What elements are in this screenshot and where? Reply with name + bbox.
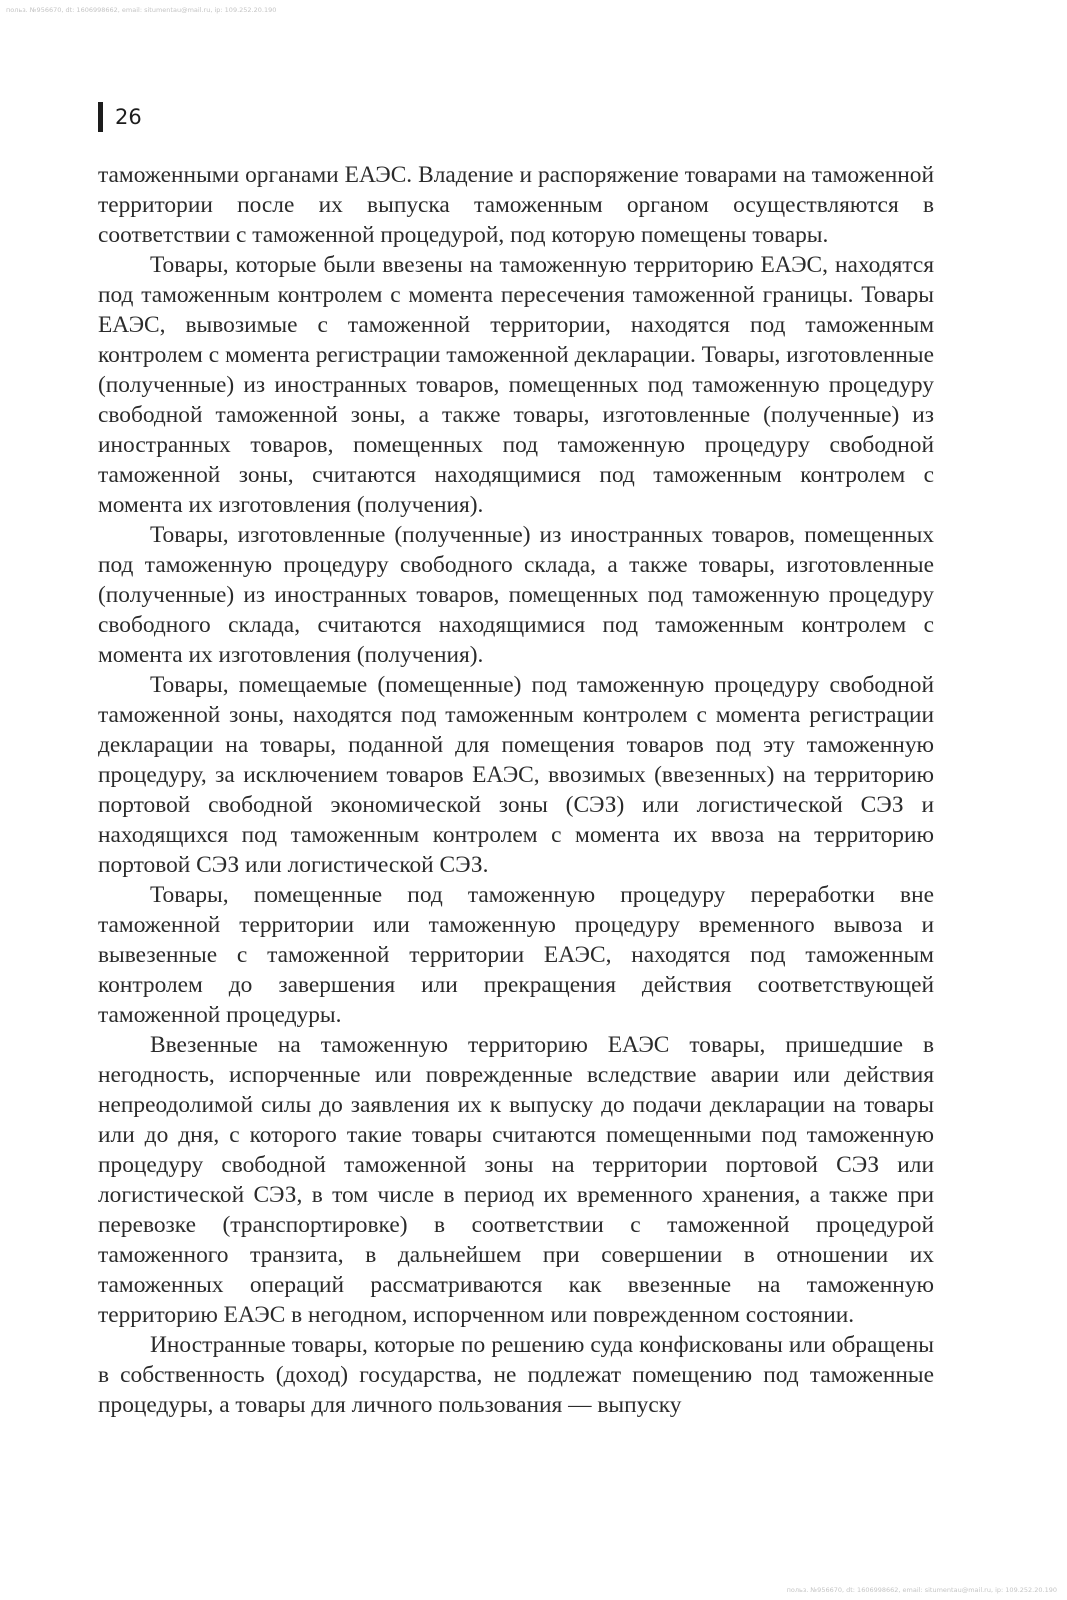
paragraph-continuation: таможенными органами ЕАЭС. Владение и распоряжение товарами на таможенной территории после их выпуска таможенным органом осуществляются в соответствии с таможенной процедурой, под которую помещены товары. bbox=[98, 162, 934, 248]
page-number: 26 bbox=[115, 105, 142, 129]
paragraph: Иностранные товары, которые по решению суда конфискованы или обращены в собственность (доход) государства, не подлежат помещению под таможенные процедуры, а товары для личного пользования — выпуску bbox=[98, 1332, 934, 1418]
watermark-top: польз. №956670, dt: 1606998662, email: situmentau@mail.ru, ip: 109.252.20.190 bbox=[6, 6, 277, 14]
watermark-bottom: польз. №956670, dt: 1606998662, email: situmentau@mail.ru, ip: 109.252.20.190 bbox=[786, 1586, 1057, 1594]
paragraph: Товары, помещаемые (помещенные) под таможенную процедуру свободной таможенной зоны, находятся под таможенным контролем с момента регистрации декларации на товары, поданной для помещения товаров под эту таможенную процедуру, за исключением товаров ЕАЭС, ввозимых (ввезенных) на территорию портовой свободной экономической зоны (СЭЗ) или логистической СЭЗ и находящихся под таможенным контролем с момента их ввоза на территорию портовой СЭЗ или логистической СЭЗ. bbox=[98, 672, 934, 878]
paragraph: Ввезенные на таможенную территорию ЕАЭС товары, пришедшие в негодность, испорченные или поврежденные вследствие аварии или действия непреодолимой силы до заявления их к выпуску до подачи декларации на товары или до дня, с которого такие товары считаются помещенными под таможенную процедуру свободной таможенной зоны на территории портовой СЭЗ или логистической СЭЗ, в том числе в период их временного хранения, а также при перевозке (транспортировке) в соответствии с таможенной процедурой таможенного транзита, в дальнейшем при совершении в отношении их таможенных операций рассматриваются как ввезенные на таможенную территорию ЕАЭС в негодном, испорченном или поврежденном состоянии. bbox=[98, 1032, 934, 1328]
paragraph: Товары, изготовленные (полученные) из иностранных товаров, помещенных под таможенную процедуру свободного склада, а также товары, изготовленные (полученные) из иностранных товаров, помещенных под таможенную процедуру свободного склада, считаются находящимися под таможенным контролем с момента их изготовления (получения). bbox=[98, 522, 934, 668]
page-number-bar bbox=[98, 102, 103, 132]
page-header bbox=[98, 100, 142, 134]
paragraph: Товары, которые были ввезены на таможенную территорию ЕАЭС, находятся под таможенным контролем с момента пересечения таможенной границы. Товары ЕАЭС, вывозимые с таможенной территории, находятся под таможенным контролем с момента регистрации таможенной декларации. Товары, изготовленные (полученные) из иностранных товаров, помещенных под таможенную процедуру свободной таможенной зоны, а также товары, изготовленные (полученные) из иностранных товаров, помещенных под таможенную процедуру свободной таможенной зоны, считаются находящимися под таможенным контролем с момента их изготовления (получения). bbox=[98, 252, 934, 518]
paragraph: Товары, помещенные под таможенную процедуру переработки вне таможенной территории или таможенную процедуру временного вывоза и вывезенные с таможенной территории ЕАЭС, находятся под таможенным контролем до завершения или прекращения действия соответствующей таможенной процедуры. bbox=[98, 882, 934, 1028]
body-text bbox=[98, 160, 934, 1420]
